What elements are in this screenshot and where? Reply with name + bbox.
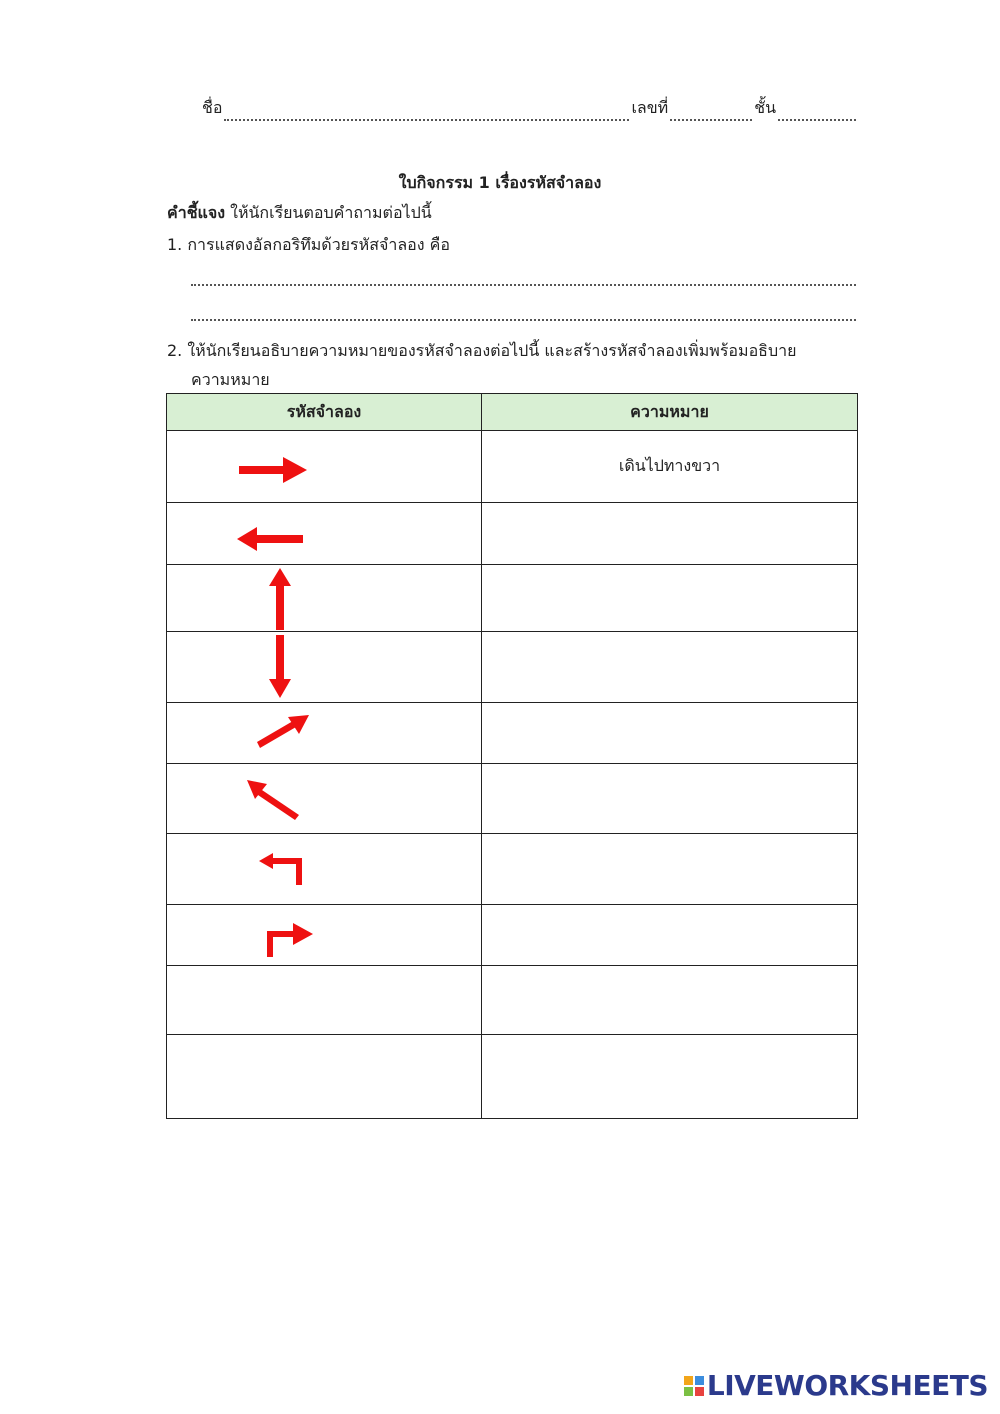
turn-right-icon bbox=[267, 919, 315, 957]
code-cell bbox=[167, 905, 482, 966]
table-row bbox=[167, 1035, 858, 1119]
table-row bbox=[167, 764, 858, 834]
student-info-line bbox=[202, 96, 858, 121]
meaning-cell[interactable] bbox=[482, 834, 858, 905]
meaning-cell[interactable] bbox=[482, 632, 858, 703]
class-label: ชั้น bbox=[754, 98, 776, 117]
code-cell bbox=[167, 431, 482, 503]
question-2-continued: ความหมาย bbox=[191, 370, 270, 389]
meaning-cell[interactable] bbox=[482, 1035, 858, 1119]
arrow-right-icon bbox=[239, 455, 309, 485]
name-field[interactable] bbox=[224, 107, 629, 121]
arrow-up-right-icon bbox=[255, 713, 311, 749]
header-code: รหัสจำลอง bbox=[167, 394, 482, 431]
turn-left-icon bbox=[257, 852, 305, 886]
table-row bbox=[167, 905, 858, 966]
meaning-cell[interactable] bbox=[482, 565, 858, 632]
question-1: 1. การแสดงอัลกอริทึมด้วยรหัสจำลอง คือ bbox=[167, 235, 450, 254]
code-cell bbox=[167, 632, 482, 703]
code-cell[interactable] bbox=[167, 966, 482, 1035]
pseudocode-table bbox=[166, 393, 858, 1119]
meaning-cell[interactable]: เดินไปทางขวา bbox=[482, 431, 858, 503]
arrow-up-icon bbox=[268, 567, 292, 631]
number-field[interactable] bbox=[670, 107, 752, 121]
answer-line-2[interactable] bbox=[191, 319, 856, 321]
code-cell bbox=[167, 503, 482, 565]
code-cell[interactable] bbox=[167, 1035, 482, 1119]
table-row bbox=[167, 703, 858, 764]
table-row bbox=[167, 834, 858, 905]
page-title: ใบกิจกรรม 1 เรื่องรหัสจำลอง bbox=[398, 173, 602, 192]
meaning-cell[interactable] bbox=[482, 905, 858, 966]
number-label: เลขที่ bbox=[631, 98, 669, 117]
question-2: 2. ให้นักเรียนอธิบายความหมายของรหัสจำลองต่อไปนี้ และสร้างรหัสจำลองเพิ่มพร้อมอธิบาย bbox=[167, 341, 797, 360]
arrow-up-left-icon bbox=[245, 778, 303, 820]
table-row bbox=[167, 503, 858, 565]
table-row bbox=[167, 966, 858, 1035]
table-row bbox=[167, 565, 858, 632]
instructions bbox=[167, 203, 432, 223]
header-meaning: ความหมาย bbox=[482, 394, 858, 431]
meaning-cell[interactable] bbox=[482, 966, 858, 1035]
logo-text: LIVEWORKSHEETS bbox=[706, 1369, 988, 1402]
code-cell bbox=[167, 764, 482, 834]
table-row bbox=[167, 431, 858, 503]
code-cell bbox=[167, 565, 482, 632]
instructions-label: คำชี้แจง bbox=[167, 203, 226, 222]
arrow-left-icon bbox=[235, 526, 305, 552]
meaning-cell[interactable] bbox=[482, 503, 858, 565]
answer-line-1[interactable] bbox=[191, 284, 856, 286]
class-field[interactable] bbox=[778, 107, 856, 121]
logo-tiles-icon bbox=[684, 1376, 704, 1396]
meaning-cell[interactable] bbox=[482, 764, 858, 834]
instructions-text: ให้นักเรียนตอบคำถามต่อไปนี้ bbox=[225, 203, 432, 222]
code-cell bbox=[167, 834, 482, 905]
name-label: ชื่อ bbox=[202, 98, 223, 117]
table-row bbox=[167, 632, 858, 703]
code-cell bbox=[167, 703, 482, 764]
meaning-cell[interactable] bbox=[482, 703, 858, 764]
table-header-row bbox=[167, 394, 858, 431]
liveworksheets-logo bbox=[684, 1369, 988, 1402]
arrow-down-icon bbox=[268, 635, 292, 699]
